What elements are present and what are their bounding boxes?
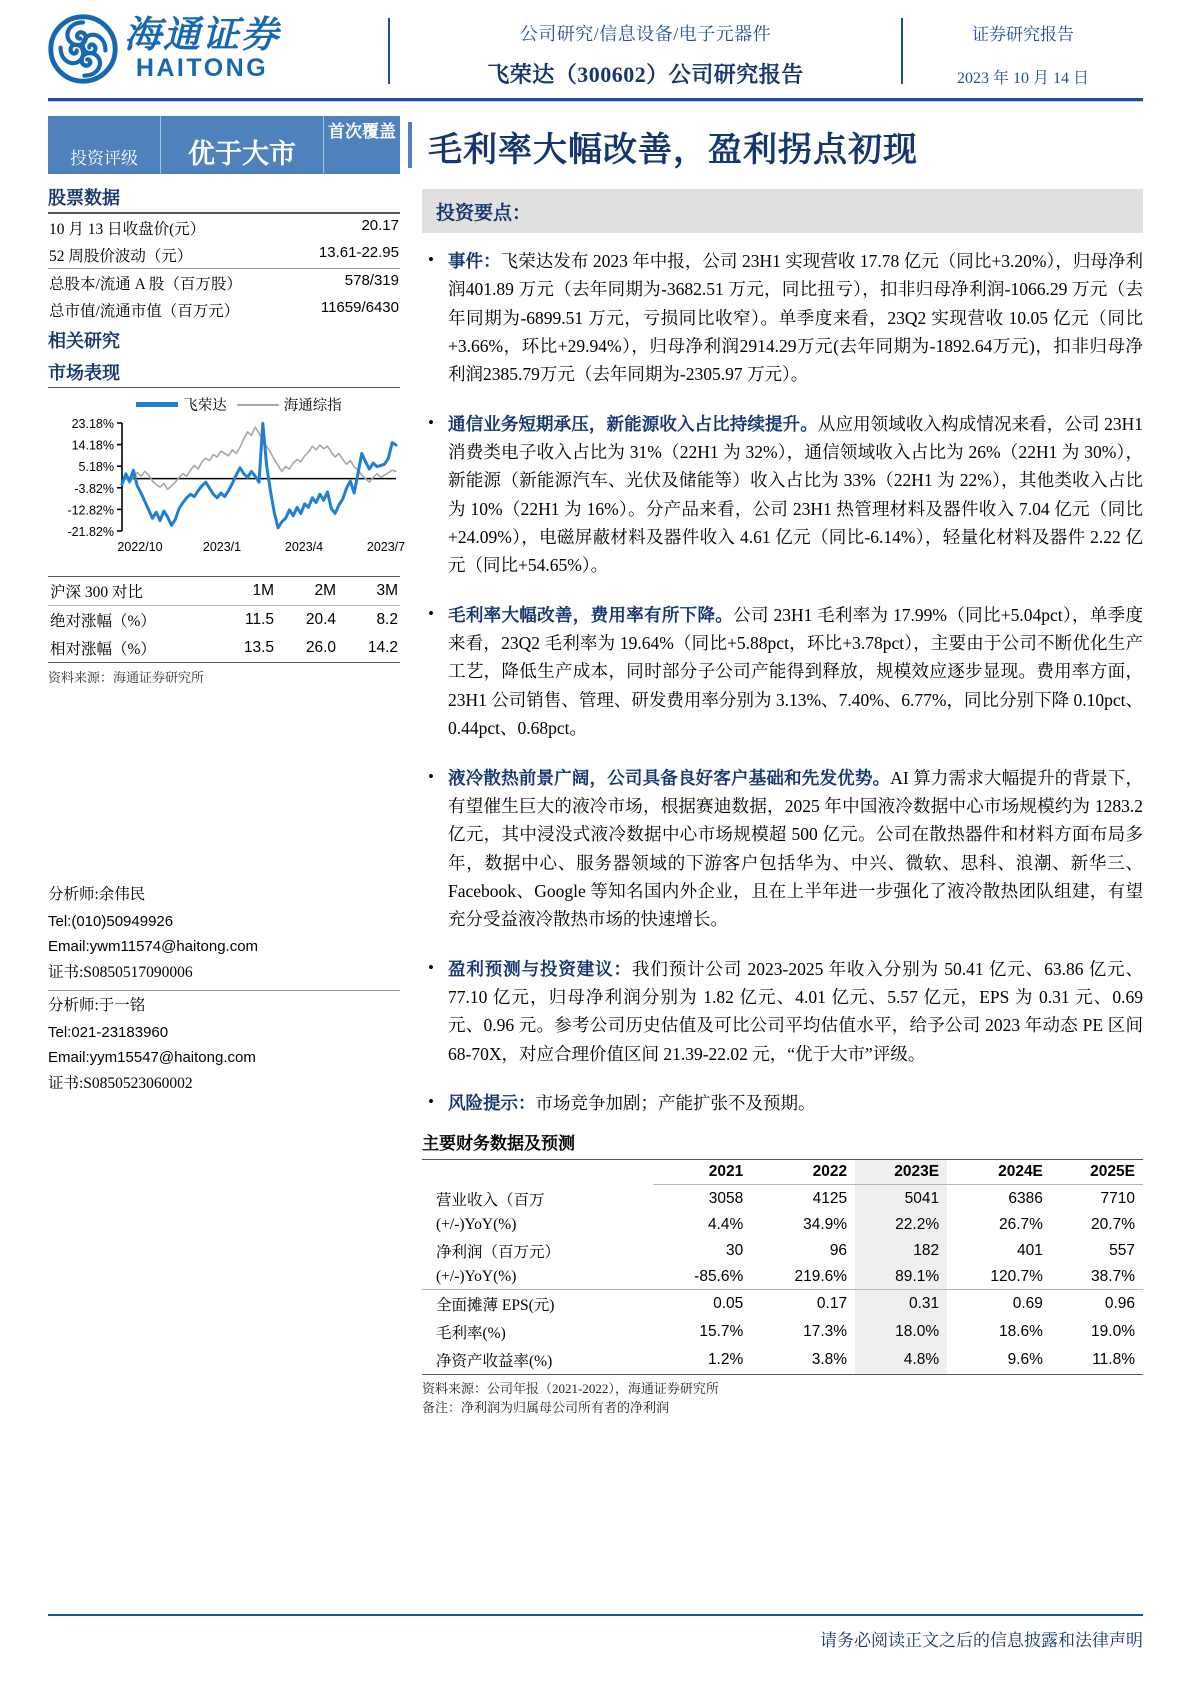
- fin-cell: 3058: [708, 1190, 744, 1208]
- financial-table-note: 备注：净利润为归属母公司所有者的净利润: [422, 1400, 670, 1416]
- main-content: [422, 116, 1143, 1418]
- fin-row-label: 毛利率(%): [436, 1324, 506, 1342]
- table-row: [422, 1289, 1143, 1318]
- fin-cell: 17.3%: [803, 1322, 848, 1340]
- key-points-heading: 投资要点：: [422, 189, 1143, 233]
- financial-table-source: 资料来源：公司年报（2021-2022），海通证券研究所: [422, 1380, 719, 1396]
- logo-text-en: HAITONG: [135, 54, 269, 83]
- financial-table-title: 主要财务数据及预测: [422, 1134, 575, 1154]
- list-item: [422, 601, 1143, 743]
- table-row: [422, 1160, 1143, 1185]
- rating-coverage: 首次覆盖: [328, 122, 396, 141]
- fin-row-label: 净利润（百万元）: [436, 1243, 561, 1261]
- perf-header-2m: 2M: [276, 577, 338, 606]
- analyst-email[interactable]: Email:yym15547@haitong.com: [48, 1049, 256, 1067]
- table-row: [422, 1185, 1143, 1213]
- fin-col-0: [422, 1160, 653, 1185]
- fin-cell: 18.6%: [998, 1322, 1043, 1340]
- svg-text:2023/1: 2023/1: [202, 540, 242, 554]
- report-date: 2023 年 10 月 14 日: [956, 70, 1089, 87]
- fin-cell: 0.69: [1012, 1294, 1043, 1312]
- fin-cell: 20.7%: [1091, 1215, 1135, 1233]
- bullet-text: 飞荣达发布 2023 年中报，公司 23H1 实现营收 17.78 亿元（同比+3.20%），归母净利润401.89 万元（去年同期为-3682.51 万元，同比扭亏），扣非归母净利润-1066.29 万元（去年同期为-6899.51 万元，亏损同比收窄）。单季度来看，23Q2 实现营收 10.05 亿元（同比+3.66%，环比+29.94%），归母净利润2914.29万元(去年同期为-1892.64万元)，扣非归母净利润2385.79万元（去年同期为-2305.97 万元）。: [448, 251, 1144, 385]
- fin-col-2025e: 2025E: [1051, 1160, 1143, 1185]
- bullet-lead: 通信业务短期承压，新能源收入占比持续提升。: [448, 413, 818, 434]
- fin-cell: 9.6%: [947, 1346, 1051, 1375]
- fin-cell: 120.7%: [947, 1265, 1051, 1290]
- sidebar: [48, 116, 406, 1418]
- market-performance-rule: [48, 387, 400, 389]
- stock-data-row: [48, 269, 400, 296]
- list-item: [422, 764, 1143, 934]
- fin-cell: 5041: [855, 1185, 947, 1213]
- table-row: [422, 1237, 1143, 1265]
- analyst-tel: Tel:021-23183960: [48, 1023, 169, 1041]
- table-row: [48, 606, 400, 635]
- fin-cell: 6386: [1008, 1190, 1043, 1208]
- table-row: [48, 577, 400, 606]
- fin-row-label: 营业收入（百万: [436, 1191, 545, 1209]
- fin-cell: 4125: [812, 1190, 848, 1208]
- investment-rating-box: [48, 116, 400, 174]
- bullet-lead: 盈利预测与投资建议：: [448, 958, 632, 979]
- fin-row-label: (+/-)YoY(%): [436, 1215, 517, 1233]
- bullet-lead: 液冷散热前景广阔，公司具备良好客户基础和先发优势。: [448, 767, 891, 788]
- analyst-tel: Tel:(010)50949926: [48, 912, 174, 930]
- fin-row-label: (+/-)YoY(%): [422, 1265, 653, 1290]
- bullet-lead: 毛利率大幅改善，费用率有所下降。: [448, 604, 734, 625]
- relative-performance-table: [48, 576, 400, 663]
- financial-summary-table: [422, 1159, 1143, 1375]
- fin-cell: 4.4%: [707, 1215, 744, 1233]
- chart-legend: [48, 394, 400, 415]
- analyst-name: 分析师:余伟民: [48, 886, 146, 903]
- fin-cell: 219.6%: [751, 1265, 855, 1290]
- stock-data-value: 20.17: [361, 216, 399, 234]
- legend-swatch-index: [237, 404, 279, 406]
- perf-header-label: 沪深 300 对比: [48, 577, 214, 606]
- analyst-email[interactable]: Email:ywm11574@haitong.com: [48, 938, 259, 956]
- fin-cell: 19.0%: [1091, 1322, 1135, 1340]
- fin-cell: 26.7%: [998, 1215, 1043, 1233]
- key-points-list: [422, 247, 1143, 1117]
- bullet-lead: 事件：: [448, 251, 501, 271]
- title-accent-bar: [408, 122, 412, 168]
- page-footer: [48, 1614, 1143, 1652]
- svg-text:2023/7: 2023/7: [366, 540, 406, 554]
- bullet-text: AI 算力需求大幅提升的背景下，有望催生巨大的液冷市场，根据赛迪数据，2025 年中国液冷数据中心市场规模约为 1283.2 亿元，其中浸没式液冷数据中心市场规模超 500 亿元。公司在散热器件和材料方面布局多年，数据中心、服务器领域的下游客户包括华为、中兴、微软、思科、浪潮、新华三、Facebook、Google 等知名国内外企业，且在上半年进一步强化了液冷散热团队组建，有望充分受益液冷散热市场的快速增长。: [448, 767, 1144, 930]
- fin-cell: 182: [855, 1237, 947, 1265]
- legend-item-index: [237, 394, 342, 415]
- stock-data-key: 总市值/流通市值（百万元）: [49, 302, 240, 320]
- perf-cell: 26.0: [276, 634, 338, 663]
- page-title: 毛利率大幅改善，盈利拐点初现: [428, 130, 918, 170]
- logo-text-cn: 海通证券: [124, 11, 280, 56]
- svg-text:5.18%: 5.18%: [78, 460, 114, 475]
- stock-data-key: 52 周股价波动（元）: [49, 247, 193, 265]
- bullet-text: 我们预计公司 2023-2025 年收入分别为 50.41 亿元、63.86 亿元、77.10 亿元，归母净利润分别为 1.82 亿元、4.01 亿元、5.57 亿元，EPS 为 0.31 元、0.69 元、0.96 元。参考公司历史估值及可比公司平均估值水平，给予公司 2023 年动态 PE 区间 68-70X，对应合理价值区间 21.39-22.02 元，“优于大市”评级。: [448, 958, 1143, 1064]
- fin-cell: 3.8%: [751, 1346, 855, 1375]
- legend-label-index: 海通综指: [283, 398, 342, 414]
- table-row: [422, 1346, 1143, 1375]
- perf-row-label: 相对涨幅（%）: [48, 634, 214, 663]
- perf-row-label: 绝对涨幅（%）: [50, 613, 156, 630]
- rating-value: 优于大市: [160, 116, 324, 174]
- page-header: [48, 0, 1143, 96]
- svg-text:14.18%: 14.18%: [71, 438, 114, 453]
- chart-source: 资料来源：海通证券研究所: [48, 670, 205, 685]
- report-type: 证券研究报告: [972, 25, 1074, 44]
- table-row: [422, 1213, 1143, 1237]
- fin-cell: 557: [1109, 1241, 1135, 1259]
- fin-col-2023e: 2023E: [855, 1160, 947, 1185]
- fin-cell: 22.2%: [855, 1213, 947, 1237]
- header-rule-thin: [48, 101, 1143, 102]
- fin-cell: 7710: [1100, 1190, 1135, 1208]
- fin-cell: -85.6%: [653, 1265, 752, 1290]
- svg-text:23.18%: 23.18%: [71, 417, 114, 431]
- list-item: [422, 247, 1143, 389]
- fin-cell: 96: [829, 1241, 848, 1259]
- perf-cell: 11.5: [244, 611, 274, 628]
- legend-swatch-stock: [136, 402, 178, 407]
- fin-row-label: 全面摊薄 EPS(元): [436, 1296, 555, 1314]
- market-performance-heading: 市场表现: [48, 362, 120, 383]
- stock-data-heading: 股票数据: [48, 188, 120, 208]
- fin-col-2024e: 2024E: [947, 1160, 1051, 1185]
- footer-rule: [48, 1614, 1143, 1617]
- stock-data-value: 11659/6430: [320, 298, 399, 316]
- stock-data-value: 13.61-22.95: [318, 243, 399, 261]
- svg-text:-12.82%: -12.82%: [67, 503, 114, 518]
- bullet-text: 市场竞争加剧；产能扩张不及预期。: [535, 1092, 816, 1113]
- fin-cell: 1.2%: [653, 1346, 752, 1375]
- stock-data-row: [48, 241, 400, 268]
- fin-cell: 11.8%: [1051, 1346, 1143, 1375]
- perf-cell: 13.5: [214, 634, 276, 663]
- report-subject: 飞荣达（300602）公司研究报告: [487, 62, 804, 87]
- legend-label-stock: 飞荣达: [183, 398, 227, 414]
- stock-data-row: [48, 214, 400, 241]
- table-row: [422, 1265, 1143, 1290]
- table-row: [48, 634, 400, 663]
- perf-header-3m: 3M: [338, 577, 400, 606]
- fin-cell: 34.9%: [803, 1215, 848, 1233]
- market-performance-chart: [48, 394, 406, 572]
- perf-cell: 8.2: [376, 611, 398, 628]
- perf-header-1m: 1M: [214, 577, 276, 606]
- rating-label: 投资评级: [70, 149, 138, 168]
- svg-text:2023/4: 2023/4: [284, 540, 324, 554]
- bullet-lead: 风险提示：: [448, 1092, 536, 1113]
- fin-cell: 0.31: [855, 1289, 947, 1318]
- svg-text:-3.82%: -3.82%: [74, 481, 114, 496]
- fin-cell: 401: [1017, 1241, 1043, 1259]
- fin-cell: 0.05: [713, 1294, 744, 1312]
- fin-cell: 30: [726, 1241, 744, 1259]
- analyst-divider: [48, 990, 400, 991]
- bullet-text: 从应用领域收入构成情况来看，公司 23H1 消费类电子收入占比为 31%（22H1 为 32%），通信领域收入占比为 26%（22H1 为 30%），新能源（新能源汽车、光伏及储能等）收入占比为 33%（22H1 为 22%），其他类收入占比为 10%（22H1 为 16%）。分产品来看，公司 23H1 热管理材料及器件收入 7.04 亿元（同比+24.09%），电磁屏蔽材料及器件收入 4.61 亿元（同比-6.14%），轻量化材料及器件 2.22 亿元（同比+54.65%）。: [448, 413, 1144, 576]
- fin-col-2022: 2022: [751, 1160, 855, 1185]
- svg-text:2022/10: 2022/10: [117, 540, 163, 554]
- fin-cell: 15.7%: [699, 1322, 744, 1340]
- fin-cell: 0.96: [1104, 1294, 1135, 1312]
- analyst-name: 分析师:于一铭: [48, 996, 146, 1014]
- table-row: [422, 1318, 1143, 1346]
- bullet-text: 公司 23H1 毛利率为 17.99%（同比+5.04pct），单季度来看，23Q2 毛利率为 19.64%（同比+5.88pct，环比+3.78pct），主要由于公司不断优化生产工艺，降低生产成本，同时部分子公司产能得到释放，规模效应逐步显现。费用率方面，23H1 公司销售、管理、研发费用率分别为 3.13%、7.40%、6.77%，同比分别下降 0.10pct、0.44pct、0.68pct。: [448, 604, 1144, 739]
- fin-col-2021: 2021: [653, 1160, 752, 1185]
- stock-data-key: 10 月 13 日收盘价(元）: [49, 220, 206, 238]
- fin-cell: 0.17: [816, 1294, 848, 1312]
- analyst-cert: 证书:S0850517090006: [48, 964, 193, 982]
- fin-cell: 4.8%: [855, 1346, 947, 1375]
- stock-data-row: [48, 296, 400, 323]
- legend-item-stock: [136, 394, 227, 415]
- analyst-cert: 证书:S0850523060002: [48, 1075, 193, 1093]
- list-item: [422, 955, 1143, 1068]
- haitong-logo: [48, 11, 388, 84]
- report-category: 公司研究/信息设备/电子元器件: [519, 24, 772, 44]
- perf-cell: 14.2: [338, 634, 400, 663]
- stock-data-value: 578/319: [344, 271, 399, 289]
- related-research-heading: 相关研究: [48, 330, 120, 351]
- list-item: [422, 410, 1143, 580]
- perf-cell: 20.4: [305, 611, 336, 628]
- fin-cell: 18.0%: [855, 1318, 947, 1346]
- haitong-logo-icon: [48, 14, 118, 84]
- fin-row-label: 净资产收益率(%): [422, 1346, 653, 1375]
- chart-plot-area: [48, 415, 406, 567]
- stock-data-key: 总股本/流通 A 股（百万股）: [49, 275, 242, 293]
- fin-cell: 38.7%: [1051, 1265, 1143, 1290]
- svg-text:-21.82%: -21.82%: [67, 525, 114, 539]
- footer-disclaimer: 请务必阅读正文之后的信息披露和法律声明: [820, 1631, 1143, 1650]
- analyst-block: [48, 882, 400, 1098]
- list-item: [422, 1089, 1143, 1117]
- fin-cell: 89.1%: [855, 1265, 947, 1290]
